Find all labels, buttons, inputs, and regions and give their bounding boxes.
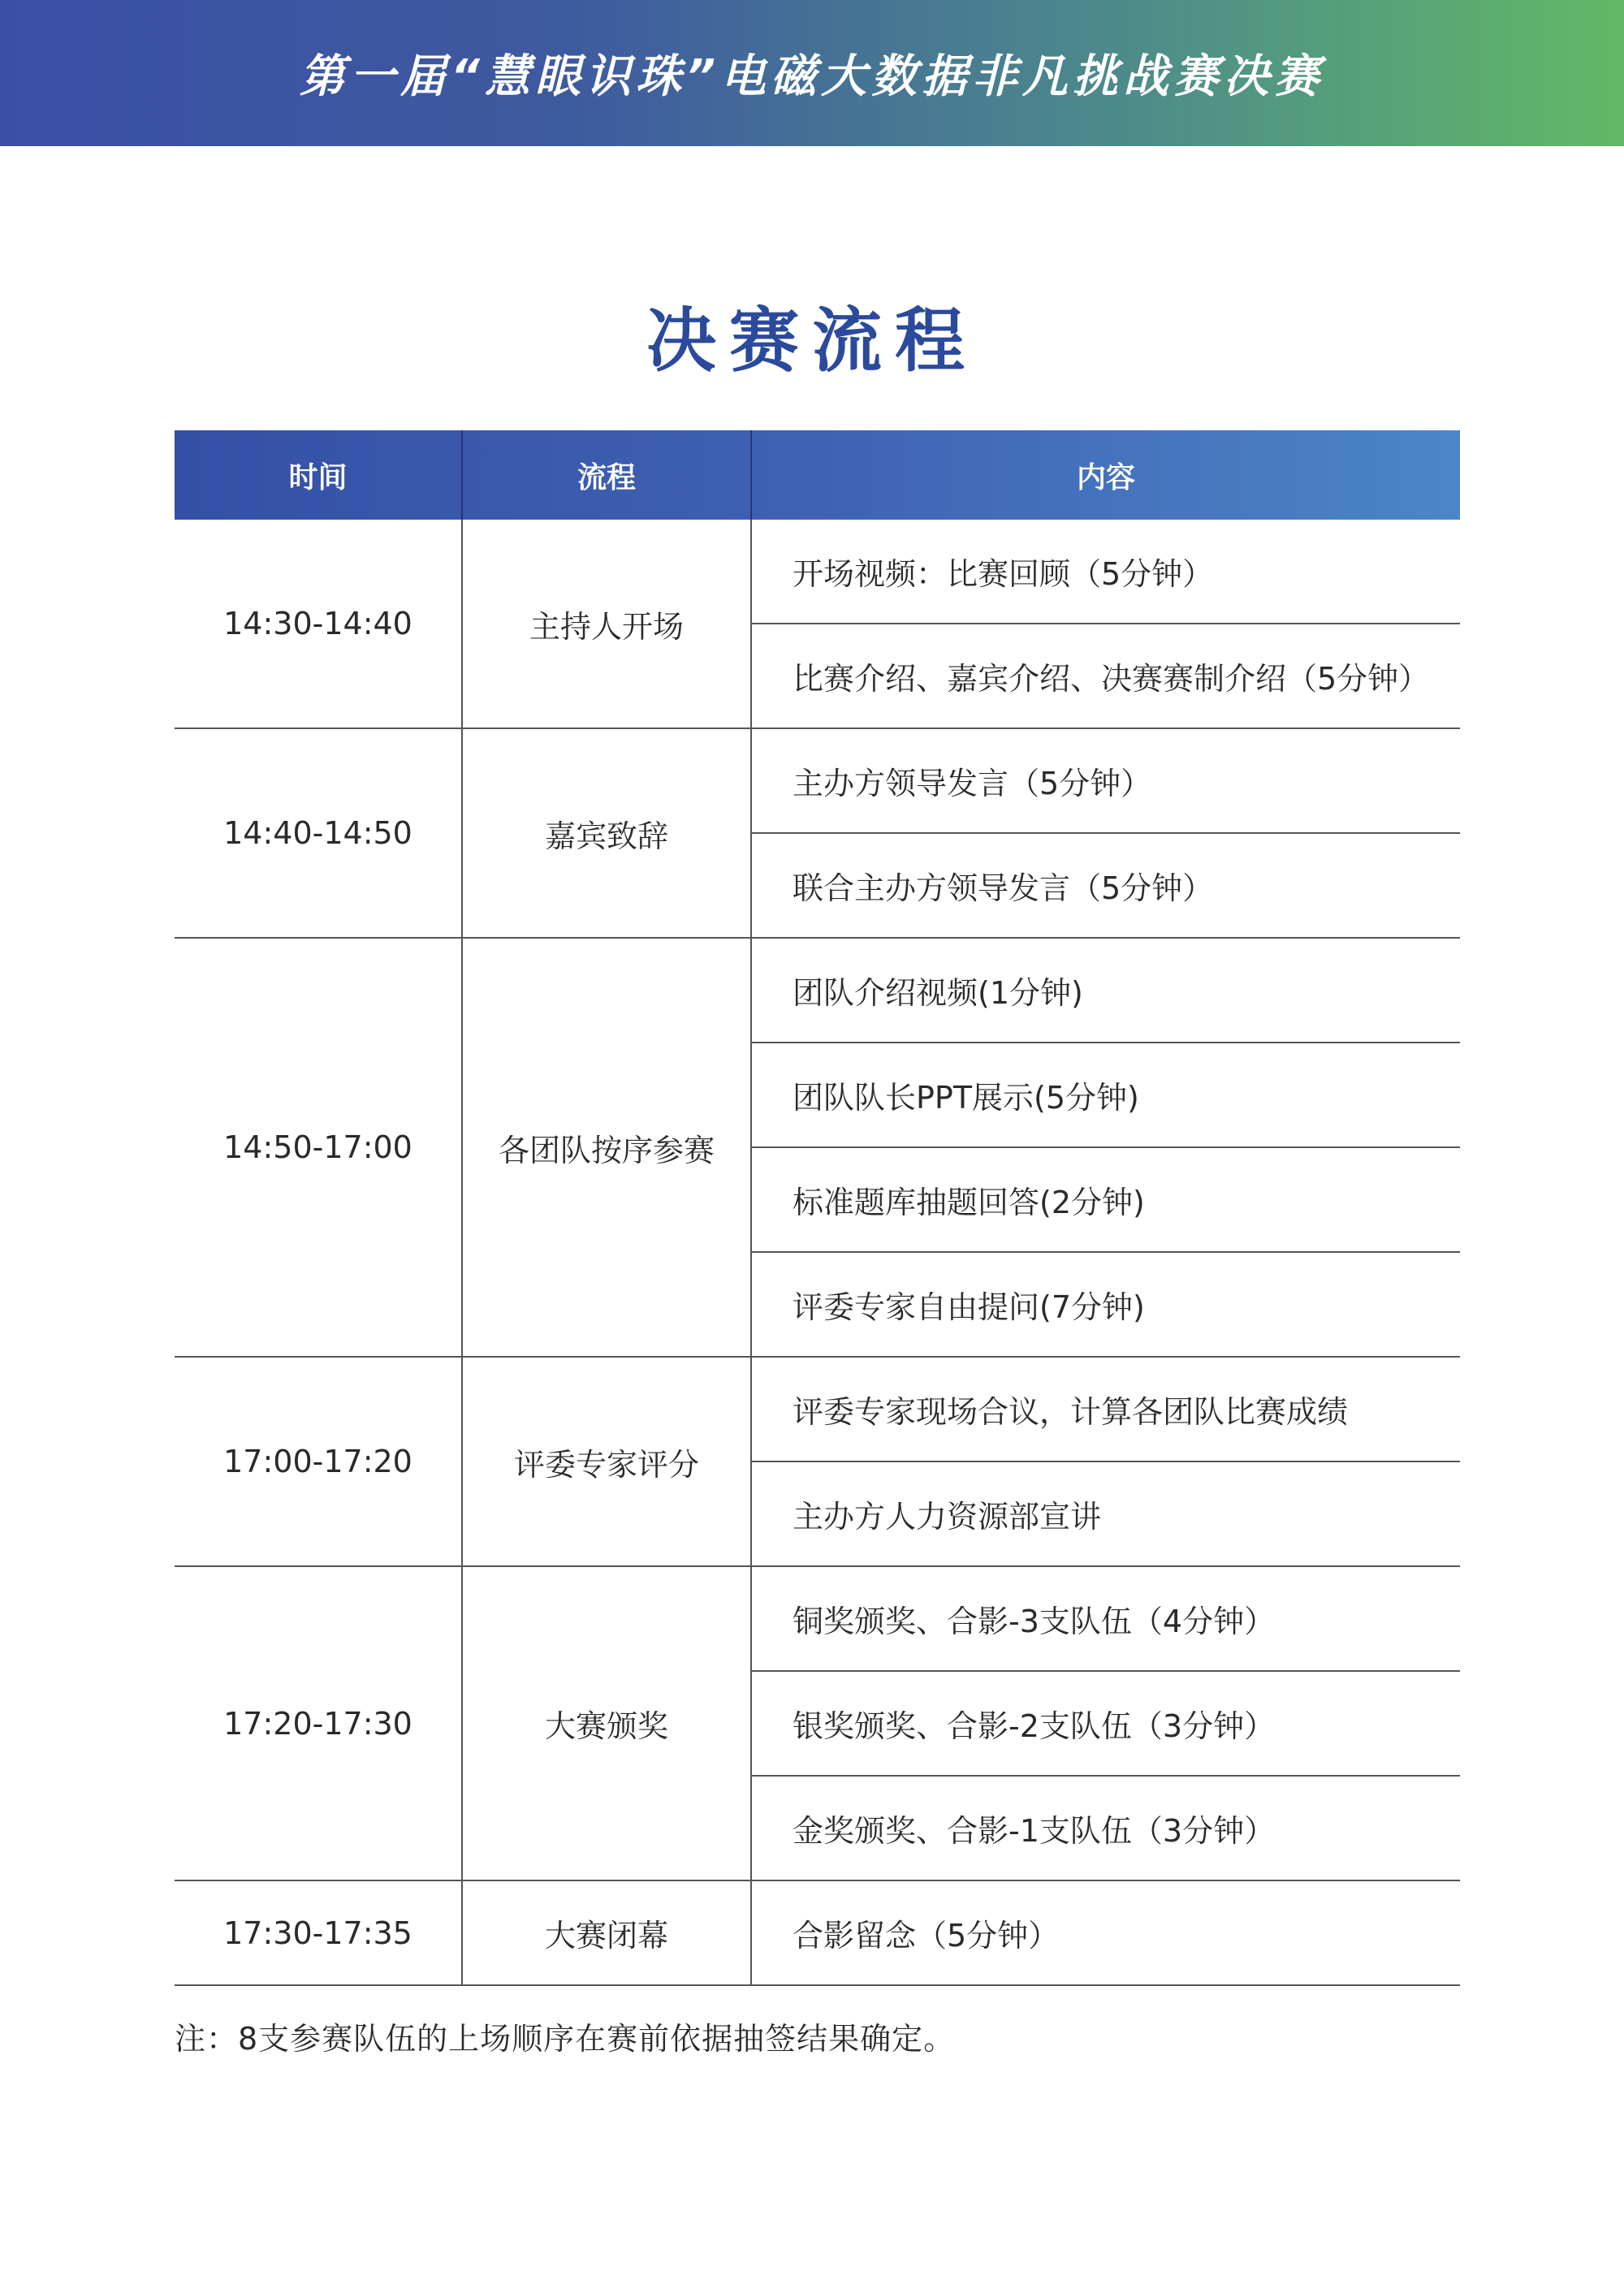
time-cell: 14:30-14:40 bbox=[175, 520, 462, 728]
step-cell: 主持人开场 bbox=[462, 520, 751, 728]
content-cell: 比赛介绍、嘉宾介绍、决赛赛制介绍（5分钟） bbox=[751, 624, 1460, 728]
time-cell: 17:30-17:35 bbox=[175, 1880, 462, 1985]
table-row bbox=[175, 1566, 1460, 1671]
step-cell: 评委专家评分 bbox=[462, 1357, 751, 1566]
header-banner bbox=[0, 0, 1624, 146]
content-cell: 评委专家自由提问(7分钟) bbox=[751, 1252, 1460, 1357]
content-cell: 主办方领导发言（5分钟） bbox=[751, 728, 1460, 833]
content-cell: 主办方人力资源部宣讲 bbox=[751, 1462, 1460, 1566]
step-cell: 各团队按序参赛 bbox=[462, 938, 751, 1357]
time-cell: 14:40-14:50 bbox=[175, 728, 462, 938]
content-cell: 铜奖颁奖、合影-3支队伍（4分钟） bbox=[751, 1566, 1460, 1671]
content-cell: 团队介绍视频(1分钟) bbox=[751, 938, 1460, 1043]
step-cell: 嘉宾致辞 bbox=[462, 728, 751, 938]
content-cell: 团队队长PPT展示(5分钟) bbox=[751, 1043, 1460, 1147]
header-step: 流程 bbox=[462, 430, 751, 520]
content-cell: 开场视频：比赛回顾（5分钟） bbox=[751, 520, 1460, 624]
content-cell: 合影留念（5分钟） bbox=[751, 1880, 1460, 1985]
table-row bbox=[175, 1357, 1460, 1462]
table-header-row bbox=[175, 430, 1460, 520]
banner-title: 第一届“慧眼识珠”电磁大数据非凡挑战赛决赛 bbox=[299, 50, 1325, 103]
table-row bbox=[175, 938, 1460, 1043]
time-cell: 17:00-17:20 bbox=[175, 1357, 462, 1566]
table-row bbox=[175, 1880, 1460, 1985]
step-cell: 大赛闭幕 bbox=[462, 1880, 751, 1985]
table-row bbox=[175, 520, 1460, 624]
content-cell: 联合主办方领导发言（5分钟） bbox=[751, 833, 1460, 938]
time-cell: 17:20-17:30 bbox=[175, 1566, 462, 1880]
content-cell: 标准题库抽题回答(2分钟) bbox=[751, 1147, 1460, 1252]
time-cell: 14:50-17:00 bbox=[175, 938, 462, 1357]
header-content: 内容 bbox=[751, 430, 1460, 520]
content-cell: 银奖颁奖、合影-2支队伍（3分钟） bbox=[751, 1671, 1460, 1776]
header-time: 时间 bbox=[288, 460, 348, 494]
step-cell: 大赛颁奖 bbox=[462, 1566, 751, 1880]
page-title: 决赛流程 bbox=[646, 300, 978, 382]
content-cell: 评委专家现场合议，计算各团队比赛成绩 bbox=[751, 1357, 1460, 1462]
footnote: 注：8支参赛队伍的上场顺序在赛前依据抽签结果确定。 bbox=[175, 2021, 956, 2057]
schedule-table bbox=[175, 430, 1460, 1986]
table-row bbox=[175, 728, 1460, 833]
content-cell: 金奖颁奖、合影-1支队伍（3分钟） bbox=[751, 1776, 1460, 1880]
